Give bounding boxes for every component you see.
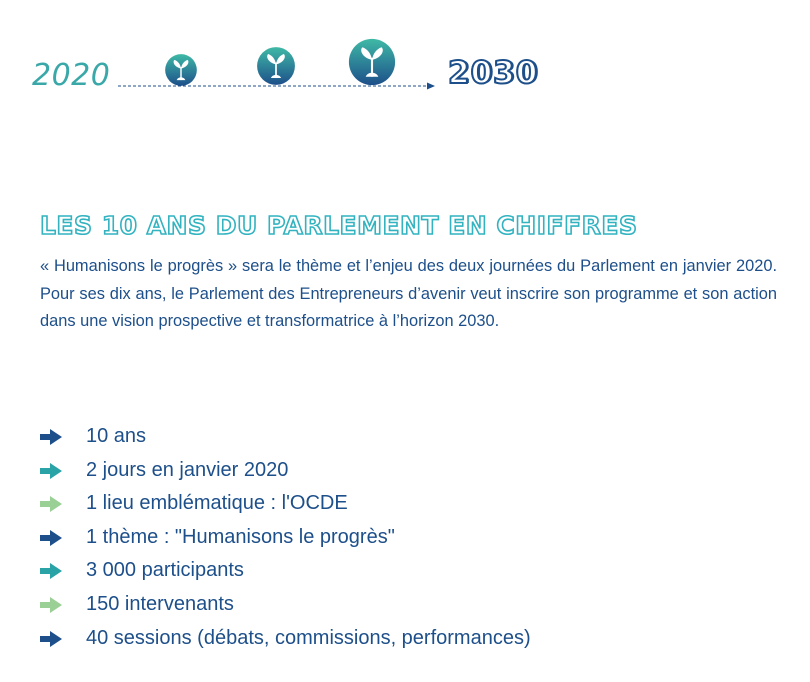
sprout-globe-icon [349,39,395,85]
figure-label: 1 lieu emblématique : l'OCDE [86,492,348,515]
arrow-right-icon [40,496,62,512]
intro-paragraph: « Humanisons le progrès » sera le thème et l’enjeu des deux journées du Parlement en janvier 2020. Pour ses dix ans, le Parlement des Entrepreneurs d’avenir veut inscrire son programme et son action dans une vision prospective et transformatrice à l’horizon 2030. [40,257,777,330]
figure-label: 40 sessions (débats, commissions, performances) [86,626,531,649]
arrow-right-icon [40,463,62,479]
timeline-start-year: 2020 [32,58,111,93]
arrow-right-icon [40,597,62,613]
section-title: LES 10 ANS DU PARLEMENT EN CHIFFRES [40,210,638,240]
timeline-end-year: 2030 [448,55,539,91]
figure-label: 3 000 participants [86,559,244,582]
figure-label: 150 intervenants [86,592,234,615]
timeline [0,0,810,120]
figure-label: 2 jours en janvier 2020 [86,458,289,481]
timeline-arrowhead [427,83,435,90]
timeline-graphic [0,0,810,120]
figure-label: 10 ans [86,425,147,447]
arrow-right-icon [40,563,62,579]
arrow-right-icon [40,530,62,546]
arrow-right-icon [40,429,62,445]
arrow-right-icon [40,631,62,647]
sprout-globe-icon [165,54,197,86]
sprout-globe-icon [257,47,295,85]
figure-label: 1 thème : "Humanisons le progrès" [86,525,395,548]
